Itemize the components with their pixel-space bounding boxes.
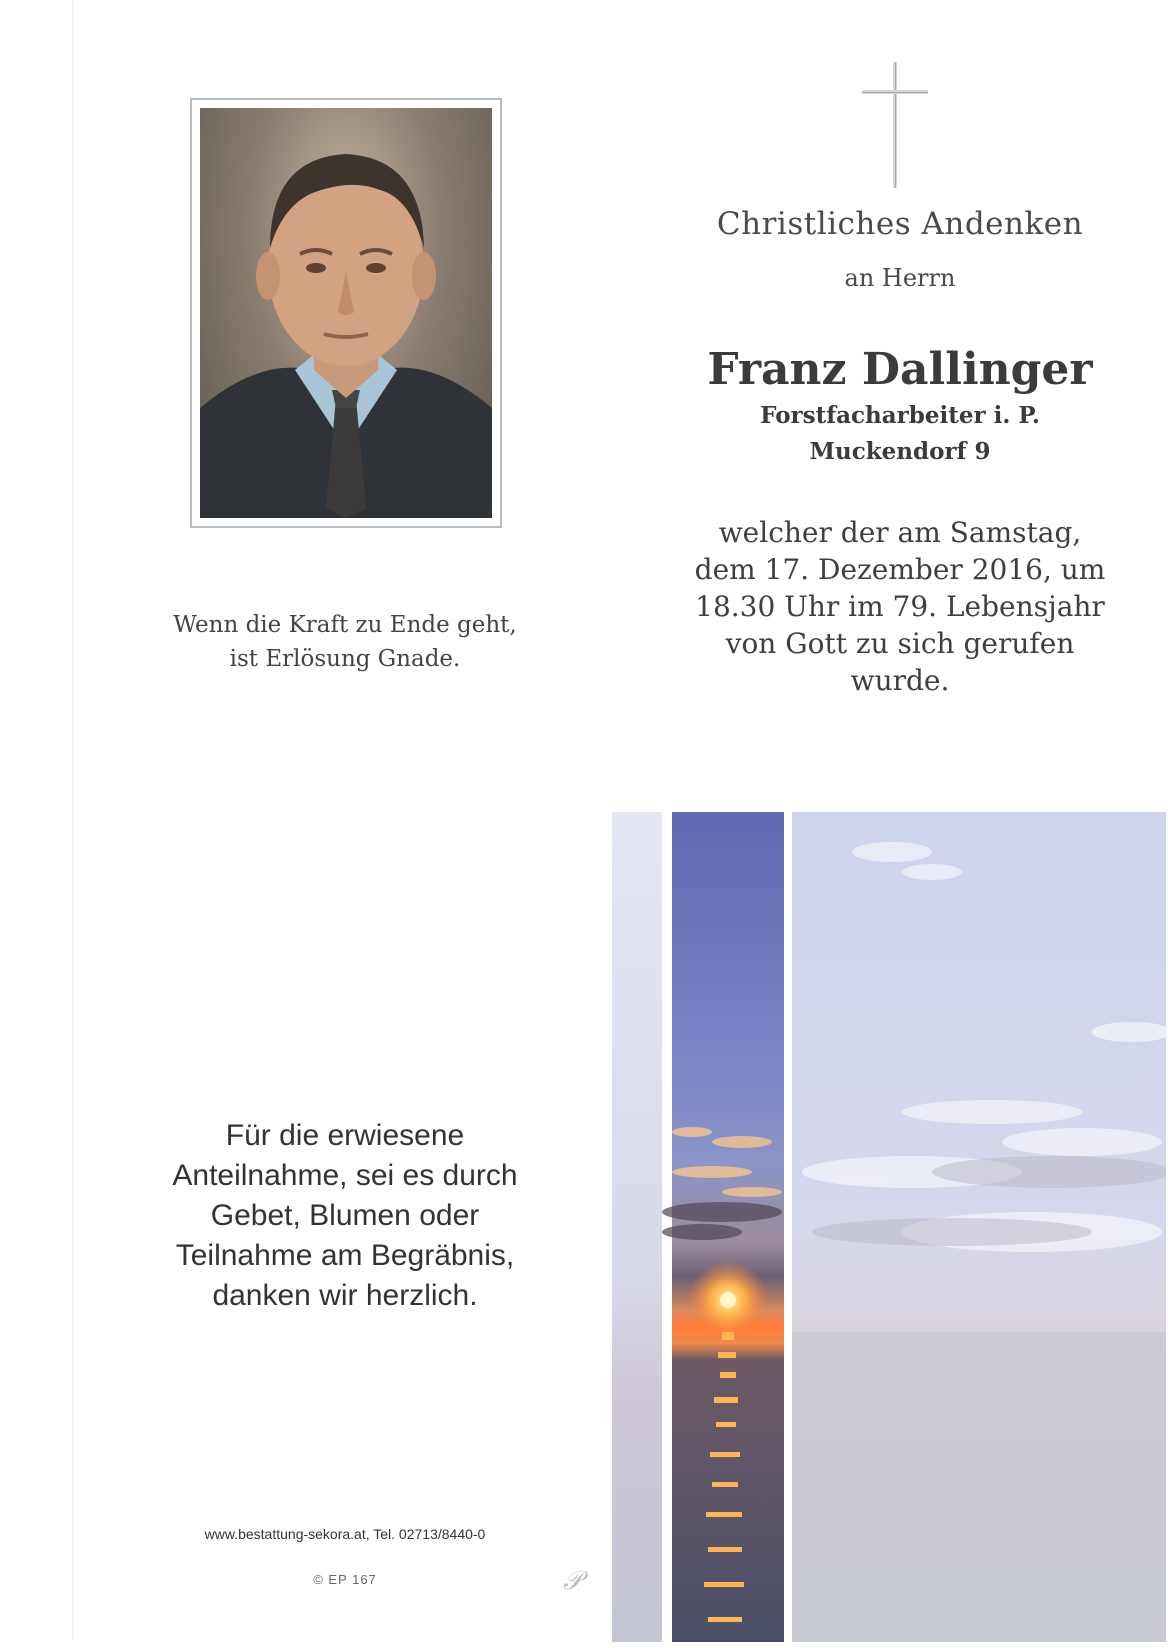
thanks-line-2: Anteilnahme, sei es durch — [172, 1159, 518, 1192]
death-line-5: wurde. — [850, 664, 950, 697]
thanks-line-5: danken wir herzlich. — [212, 1279, 478, 1312]
portrait-photo — [200, 108, 492, 518]
salutation: an Herrn — [844, 264, 956, 292]
death-line-4: von Gott zu sich gerufen — [725, 627, 1075, 660]
thanks-line-4: Teilnahme am Begräbnis, — [175, 1239, 515, 1272]
cross-icon — [862, 62, 932, 196]
sunset-image — [612, 812, 1166, 1642]
portrait-frame — [190, 98, 502, 528]
fold-line — [72, 0, 73, 1640]
copyright: © EP 167 — [313, 1572, 377, 1587]
card-heading: Christliches Andenken — [716, 206, 1084, 242]
occupation: Forstfacharbeiter i. P. — [760, 402, 1040, 429]
death-notice — [690, 514, 1110, 699]
quote — [150, 608, 540, 676]
address: Muckendorf 9 — [809, 438, 991, 465]
quote-line-2: ist Erlösung Gnade. — [229, 646, 461, 672]
thanks-text — [130, 1116, 560, 1316]
quote-line-1: Wenn die Kraft zu Ende geht, — [173, 612, 517, 638]
thanks-line-3: Gebet, Blumen oder — [210, 1199, 480, 1232]
printer-mark: 𝒫 — [563, 1566, 582, 1596]
death-line-2: dem 17. Dezember 2016, um — [694, 553, 1106, 586]
deceased-name: Franz Dallinger — [707, 344, 1093, 395]
death-line-3: 18.30 Uhr im 79. Lebensjahr — [695, 590, 1105, 623]
thanks-line-1: Für die erwiesene — [225, 1119, 465, 1152]
death-line-1: welcher der am Samstag, — [718, 516, 1082, 549]
contact-line: www.bestattung-sekora.at, Tel. 02713/8440-0 — [204, 1526, 486, 1542]
